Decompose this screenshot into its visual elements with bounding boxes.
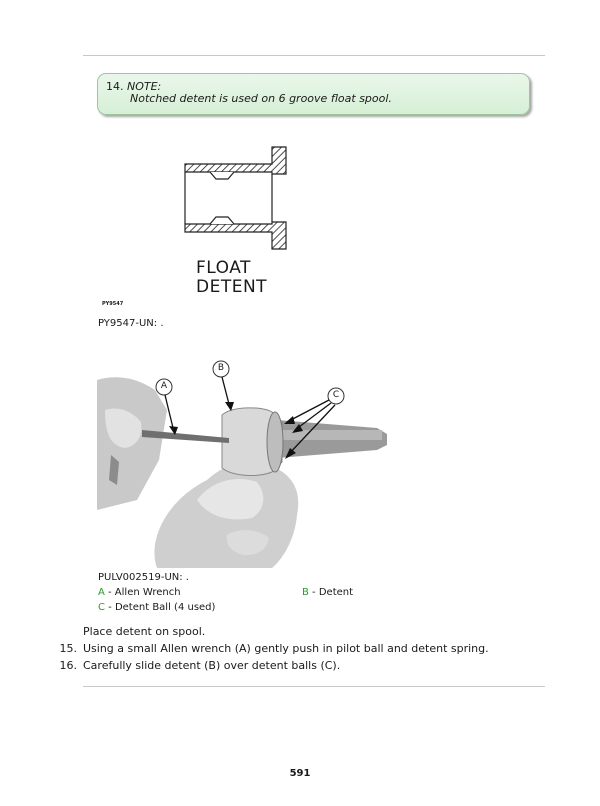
legend-item-a bbox=[98, 587, 181, 598]
note-step-number: 14. bbox=[106, 80, 124, 93]
drawing-label-float: FLOAT bbox=[196, 258, 251, 278]
bottom-divider bbox=[83, 686, 545, 687]
legend-text-b: - Detent bbox=[308, 587, 354, 598]
figure2-caption: PULV002519-UN: . bbox=[98, 572, 189, 583]
legend-key-c: C bbox=[98, 602, 105, 613]
intro-text: Place detent on spool. bbox=[83, 625, 206, 638]
step-text: Using a small Allen wrench (A) gently push in pilot ball and detent spring. bbox=[83, 642, 489, 655]
step-text: Carefully slide detent (B) over detent balls (C). bbox=[83, 659, 341, 672]
page-number: 591 bbox=[289, 768, 311, 779]
float-detent-drawing bbox=[180, 142, 295, 252]
legend-text-c: - Detent Ball (4 used) bbox=[104, 602, 216, 613]
figure1-caption: PY9547-UN: . bbox=[98, 318, 164, 329]
top-divider bbox=[83, 55, 545, 56]
callout-b: B bbox=[217, 363, 225, 373]
drawing-id-small: PY9547 bbox=[102, 301, 124, 307]
note-box bbox=[97, 73, 530, 115]
legend-item-c bbox=[98, 602, 215, 613]
note-text: Notched detent is used on 6 groove float spool. bbox=[130, 92, 392, 105]
legend-text-a: - Allen Wrench bbox=[104, 587, 181, 598]
legend-item-b bbox=[302, 587, 353, 598]
legend-key-b: B bbox=[302, 587, 309, 598]
drawing-label-detent: DETENT bbox=[196, 277, 268, 297]
step-number: 15. bbox=[59, 642, 77, 655]
detent-install-photo bbox=[97, 350, 395, 568]
step-number: 16. bbox=[59, 659, 77, 672]
note-label: NOTE: bbox=[127, 80, 162, 93]
callout-a: A bbox=[160, 381, 168, 391]
callout-c: C bbox=[332, 390, 340, 400]
legend-key-a: A bbox=[98, 587, 105, 598]
